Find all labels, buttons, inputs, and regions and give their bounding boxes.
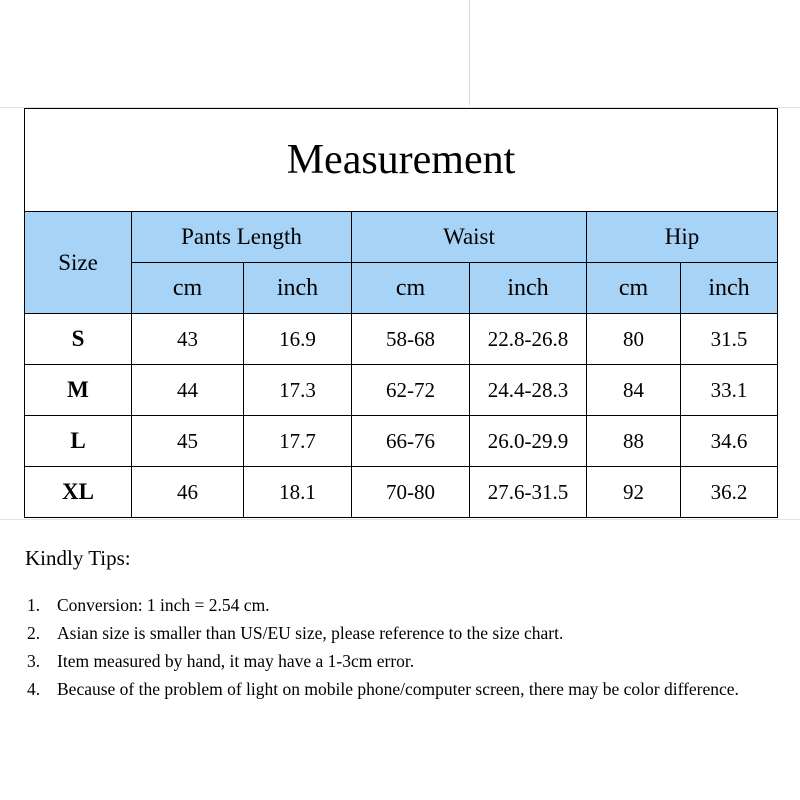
list-text: Conversion: 1 inch = 2.54 cm. (57, 595, 270, 615)
list-item (25, 647, 775, 675)
size-header: Size (25, 212, 132, 314)
table-cell: 80 (587, 314, 681, 365)
size-chart-table (24, 108, 778, 518)
tips-list (25, 591, 775, 703)
unit-header: inch (470, 263, 587, 314)
size-cell: XL (25, 467, 132, 518)
size-cell: M (25, 365, 132, 416)
table-cell: 58-68 (352, 314, 470, 365)
table-cell: 24.4-28.3 (470, 365, 587, 416)
table-row (25, 467, 778, 518)
table-cell: 88 (587, 416, 681, 467)
table-row (25, 314, 778, 365)
unit-header: inch (681, 263, 778, 314)
kindly-tips (25, 546, 775, 703)
list-number: 3. (27, 651, 41, 671)
table-cell: 84 (587, 365, 681, 416)
table-row (25, 365, 778, 416)
list-text: Asian size is smaller than US/EU size, please reference to the size chart. (57, 623, 564, 643)
list-text: Because of the problem of light on mobile phone/computer screen, there may be color difference. (57, 679, 739, 699)
unit-header: cm (587, 263, 681, 314)
table-row (25, 416, 778, 467)
guide-line-vertical (469, 0, 470, 105)
group-header-hip: Hip (587, 212, 778, 263)
list-item (25, 591, 775, 619)
group-header-pants-length: Pants Length (132, 212, 352, 263)
table-cell: 62-72 (352, 365, 470, 416)
table-cell: 27.6-31.5 (470, 467, 587, 518)
table-cell: 70-80 (352, 467, 470, 518)
table-cell: 31.5 (681, 314, 778, 365)
table-cell: 22.8-26.8 (470, 314, 587, 365)
table-cell: 34.6 (681, 416, 778, 467)
list-text: Item measured by hand, it may have a 1-3cm error. (57, 651, 415, 671)
table-cell: 16.9 (244, 314, 352, 365)
table-cell: 43 (132, 314, 244, 365)
list-item (25, 675, 775, 703)
tips-title: Kindly Tips: (25, 546, 131, 570)
table-cell: 44 (132, 365, 244, 416)
table-cell: 46 (132, 467, 244, 518)
list-item (25, 619, 775, 647)
table-cell: 18.1 (244, 467, 352, 518)
unit-header: cm (352, 263, 470, 314)
size-cell: L (25, 416, 132, 467)
unit-header: cm (132, 263, 244, 314)
unit-header: inch (244, 263, 352, 314)
list-number: 4. (27, 679, 41, 699)
table-cell: 17.3 (244, 365, 352, 416)
table-cell: 66-76 (352, 416, 470, 467)
table-cell: 36.2 (681, 467, 778, 518)
guide-line-bottom (0, 519, 800, 520)
table-cell: 26.0-29.9 (470, 416, 587, 467)
size-cell: S (25, 314, 132, 365)
group-header-waist: Waist (352, 212, 587, 263)
table-cell: 33.1 (681, 365, 778, 416)
list-number: 1. (27, 595, 41, 615)
table-cell: 45 (132, 416, 244, 467)
list-number: 2. (27, 623, 41, 643)
table-cell: 17.7 (244, 416, 352, 467)
table-cell: 92 (587, 467, 681, 518)
table-title: Measurement (25, 109, 778, 212)
